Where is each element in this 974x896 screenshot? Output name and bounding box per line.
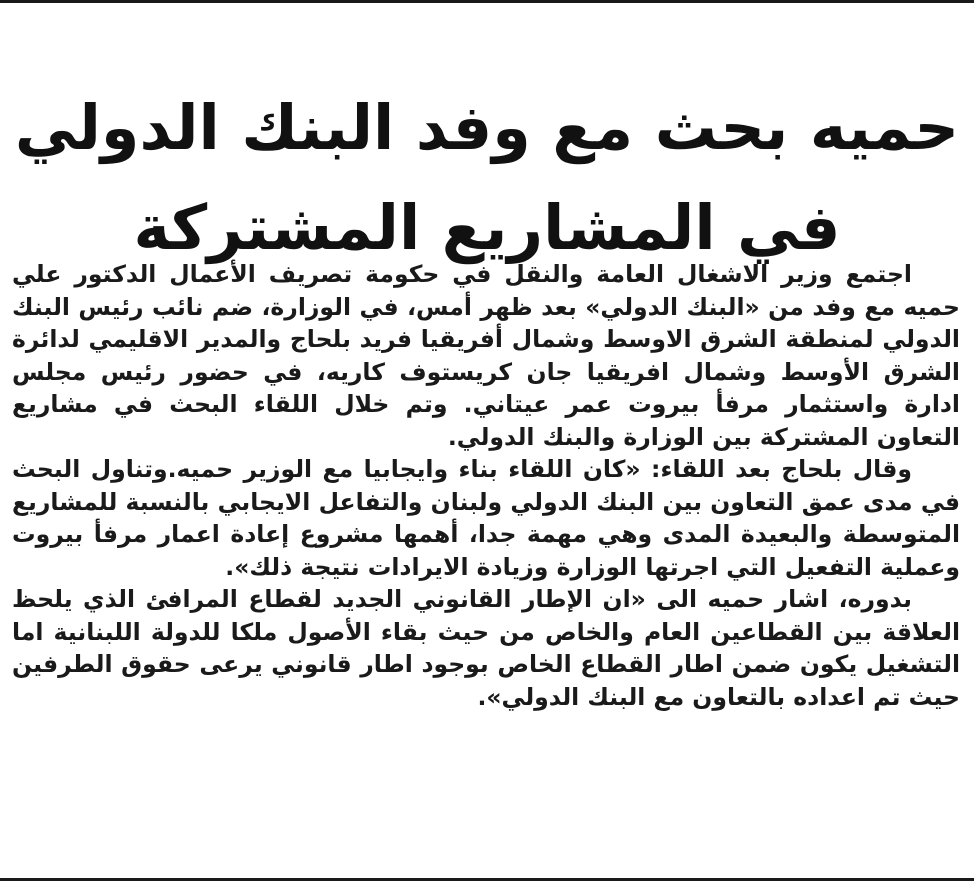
paragraph-1: اجتمع وزير الاشغال العامة والنقل في حكومة تصريف الأعمال الدكتور علي حميه مع وفد من «البنك الدولي» بعد ظهر أمس، في الوزارة، ضم نائب رئيس البنك الدولي لمنطقة الشرق الاوسط وشمال أفريقيا فريد بلحاج والمدير الاقليمي لدائرة الشرق الأوسط وشمال افريقيا جان كريستوف كاريه، في حضور رئيس مجلس ادارة واستثمار مرفأ بيروت عمر عيتاني. وتم خلال اللقاء البحث في مشاريع التعاون المشتركة بين الوزارة والبنك الدولي.: [12, 260, 960, 451]
headline-line-2: في المشاريع المشتركة: [133, 190, 841, 264]
paragraph-2: وقال بلحاج بعد اللقاء: «كان اللقاء بناء وايجابيا مع الوزير حميه.وتناول البحث في مدى عمق التعاون بين البنك الدولي ولبنان والتفاعل الايجابي بالنسبة للمشاريع المتوسطة والبعيدة المدى وهي مهمة جدا، أهمها مشروع إعادة اعمار مرفأ بيروت وعملية التفعيل التي اجرتها الوزارة وزيادة الايرادات نتيجة ذلك».: [12, 455, 960, 581]
article-body: [12, 258, 960, 713]
paragraph-3: بدوره، اشار حميه الى «ان الإطار القانوني الجديد لقطاع المرافئ الذي يلحظ العلاقة بين القطاعين العام والخاص من حيث بقاء الأصول ملكا للدولة اللبنانية اما التشغيل يكون ضمن اطار القطاع الخاص بوجود اطار قانوني يرعى حقوق الطرفين حيث تم اعداده بالتعاون مع البنك الدولي».: [12, 585, 960, 711]
bottom-rule: [0, 878, 974, 881]
headline-line-1: حميه بحث مع وفد البنك الدولي: [14, 90, 960, 164]
top-rule: [0, 0, 974, 3]
